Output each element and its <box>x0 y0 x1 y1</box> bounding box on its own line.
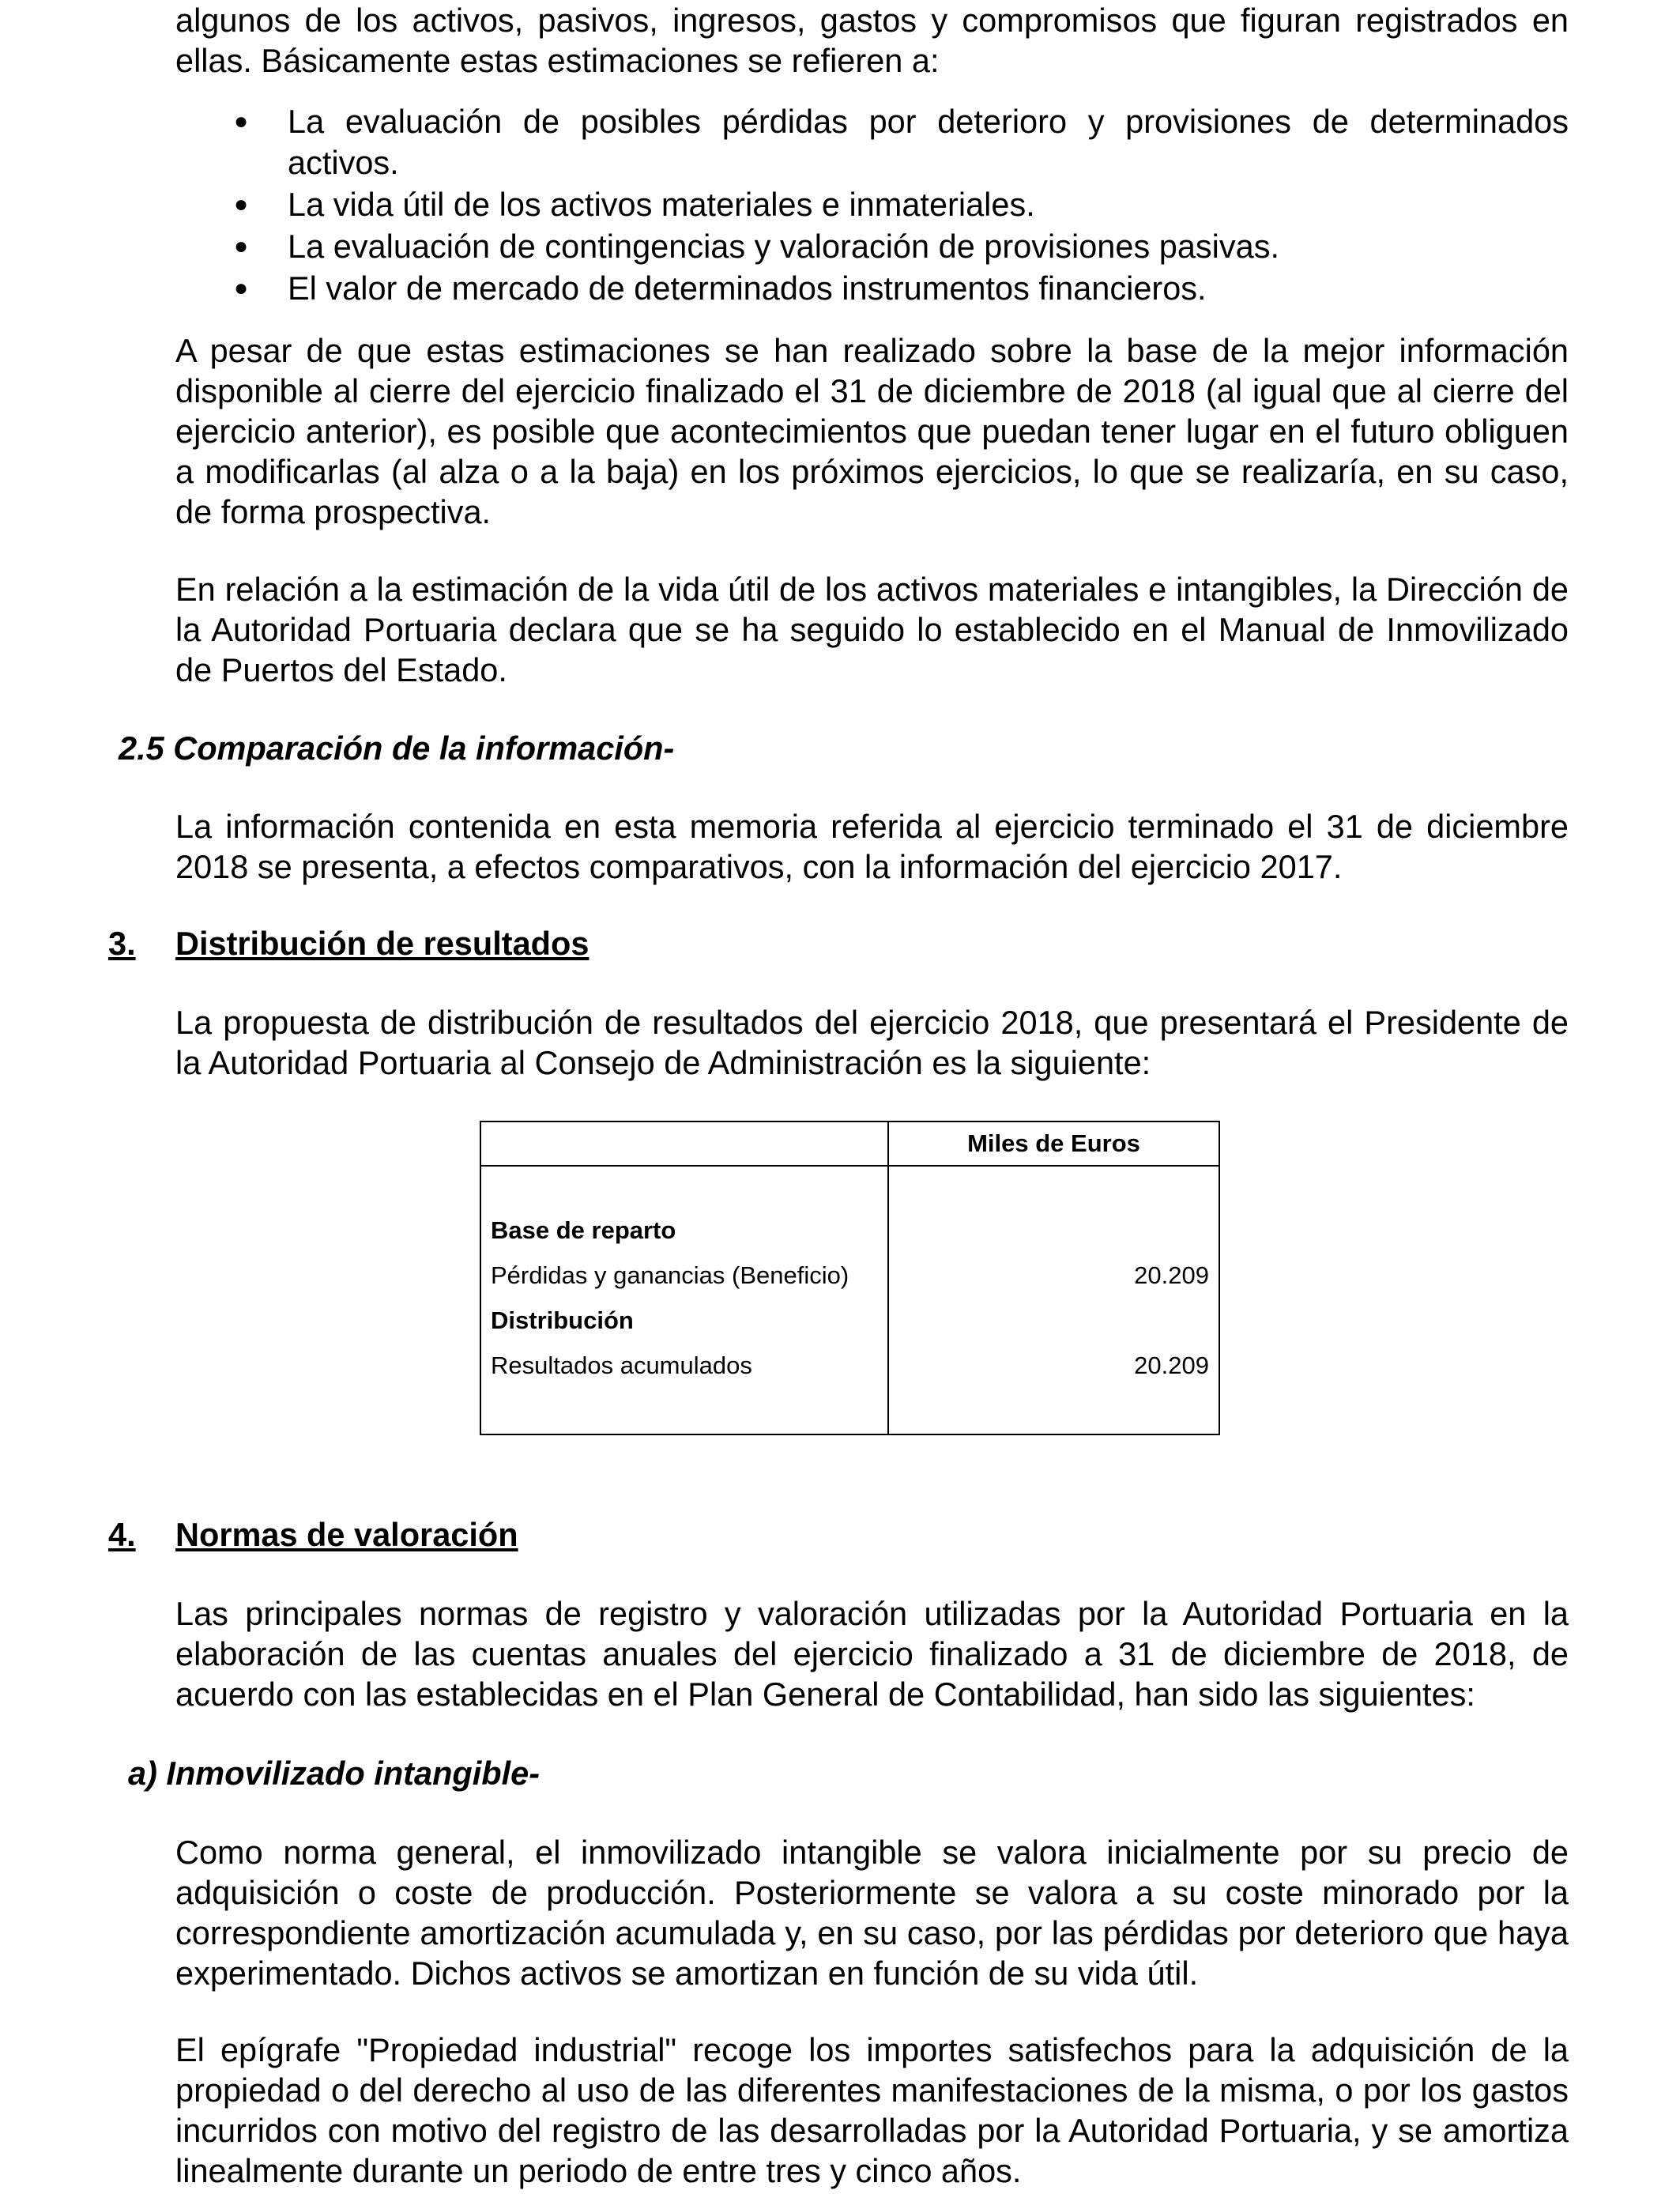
intangible-paragraph-1: Como norma general, el inmovilizado intangible se valora inicialmente por su precio de adquisición o coste de producción. Posteriormente se valora a su coste minorado por la correspondiente amortización acumulada y, en su caso, por las pérdidas por deterioro que haya experimentado. Dichos activos se amortizan en función de su vida útil. <box>175 1834 1569 1992</box>
useful-life-paragraph: En relación a la estimación de la vida útil de los activos materiales e intangibles, la Dirección de la Autoridad Portuaria declara que se ha seguido lo establecido en el Manual de Inmovilizado de Puertos del Estado. <box>175 571 1569 688</box>
table-labels-column <box>480 1166 888 1434</box>
estimates-list <box>175 101 1569 309</box>
accumulated-results-value: 20.209 <box>1134 1351 1209 1379</box>
accumulated-results-label: Resultados acumulados <box>491 1351 752 1379</box>
bullet-icon: ● <box>234 233 249 259</box>
distribucion-label: Distribución <box>491 1306 634 1334</box>
section-3-title: Distribución de resultados <box>175 925 590 962</box>
section-4-title: Normas de valoración <box>175 1516 518 1553</box>
list-item: ● La vida útil de los activos materiales e inmateriales. <box>175 184 1569 225</box>
section-3-heading <box>108 923 589 963</box>
intangible-paragraph-2: El epígrafe "Propiedad industrial" recoge los importes satisfechos para la adquisición de la propiedad o del derecho al uso de las diferentes manifestaciones de la misma, o por los gastos incurridos con motivo del registro de las desarrolladas por la Autoridad Portuaria, y se amortiza linealmente durante un periodo de entre tres y cinco años. <box>175 2031 1569 2189</box>
list-item: ● La evaluación de contingencias y valoración de provisiones pasivas. <box>175 226 1569 267</box>
bullet-icon: ● <box>234 275 249 301</box>
list-item: ● El valor de mercado de determinados instrumentos financieros. <box>175 268 1569 309</box>
table-header-row <box>480 1122 1219 1166</box>
table-values-column <box>888 1166 1219 1434</box>
table-body-row <box>480 1166 1219 1434</box>
list-item: ● La evaluación de posibles pérdidas por deterioro y provisiones de determinados activos. <box>234 103 1569 181</box>
section-a-heading: a) Inmovilizado intangible- <box>128 1755 541 1792</box>
bullet-icon: ● <box>234 191 249 217</box>
profit-loss-label: Pérdidas y ganancias (Beneficio) <box>491 1261 849 1289</box>
section-3-paragraph: La propuesta de distribución de resultados del ejercicio 2018, que presentará el Presidente de la Autoridad Portuaria al Consejo de Administración es la siguiente: <box>175 1004 1569 1081</box>
bullet-icon: ● <box>234 108 249 134</box>
profit-loss-value: 20.209 <box>1134 1261 1209 1289</box>
estimates-paragraph: A pesar de que estas estimaciones se han realizado sobre la base de la mejor información disponible al cierre del ejercicio finalizado el 31 de diciembre de 2018 (al igual que al cierre del ejercicio anterior), es posible que acontecimientos que puedan tener lugar en el futuro obliguen a modificarlas (al alza o a la baja) en los próximos ejercicios, lo que se realizaría, en su caso, de forma prospectiva. <box>175 332 1569 530</box>
section-3-number: 3. <box>108 925 136 962</box>
base-reparto-label: Base de reparto <box>491 1216 676 1244</box>
section-4-number: 4. <box>108 1516 136 1553</box>
intro-paragraph: algunos de los activos, pasivos, ingresos, gastos y compromisos que figuran registrados en ellas. Básicamente estas estimaciones se refieren a: <box>175 2 1569 79</box>
section-4-paragraph: Las principales normas de registro y valoración utilizadas por la Autoridad Portuaria en la elaboración de las cuentas anuales del ejercicio finalizado a 31 de diciembre de 2018, de acuerdo con las establecidas en el Plan General de Contabilidad, han sido las siguientes: <box>175 1595 1569 1713</box>
section-4-heading <box>108 1514 518 1555</box>
section-2-5-heading: 2.5 Comparación de la información- <box>119 729 675 767</box>
table-header-cell-empty <box>480 1122 888 1166</box>
distribution-table <box>480 1121 1220 1435</box>
table-header-cell-currency: Miles de Euros <box>888 1122 1219 1166</box>
section-2-5-paragraph: La información contenida en esta memoria referida al ejercicio terminado el 31 de diciembre 2018 se presenta, a efectos comparativos, con la información del ejercicio 2017. <box>175 808 1569 885</box>
